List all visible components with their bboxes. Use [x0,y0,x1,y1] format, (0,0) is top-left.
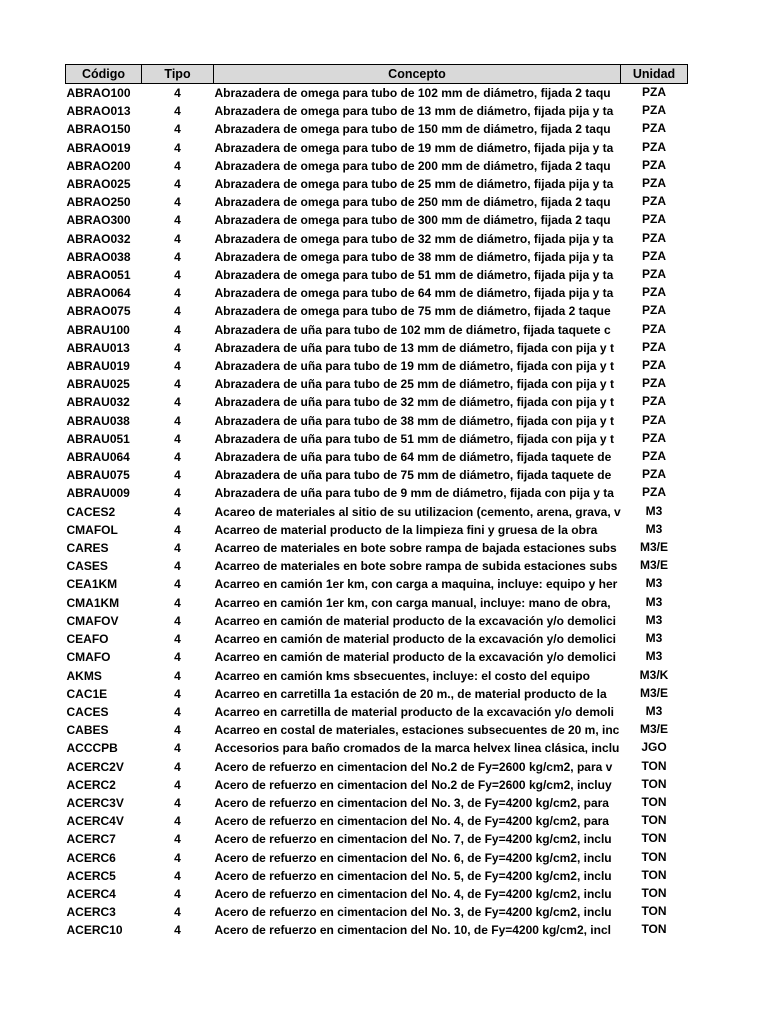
concept-cell: Acero de refuerzo en cimentacion del No. 3, de Fy=4200 kg/cm2, inclu [214,905,612,920]
type-cell: 4 [174,541,181,556]
table-row [66,157,688,175]
unit-cell: PZA [642,85,666,99]
concept-cell: Abrazadera de uña para tubo de 13 mm de diámetro, fijada con pija y t [214,340,614,355]
unit-cell: TON [641,813,667,828]
code-cell: ABRAU064 [66,450,130,465]
table-row [66,667,688,685]
unit-cell: TON [641,885,667,900]
code-cell: CMA1KM [66,595,120,610]
unit-cell: PZA [642,285,666,300]
catalog-sheet [65,64,687,940]
code-cell: ACERC7 [66,832,116,847]
table-row [66,830,688,848]
table-row [66,211,688,229]
type-cell: 4 [174,522,181,537]
concept-cell: Abrazadera de omega para tubo de 13 mm de diámetro, fijada pija y ta [214,104,614,119]
concept-cell: Acarreo en camión 1er km, con carga manual, incluye: mano de obra, [214,595,611,610]
header-concept: Concepto [214,65,621,84]
type-cell: 4 [174,814,181,829]
unit-cell: PZA [642,485,666,500]
code-cell: ABRAO075 [66,304,131,319]
concept-cell: Acero de refuerzo en cimentacion del No.2 de Fy=2600 kg/cm2, para v [214,759,613,774]
code-cell: ACERC2V [66,759,124,774]
concept-cell: Abrazadera de uña para tubo de 64 mm de diámetro, fijada taquete de [214,450,612,465]
unit-cell: PZA [642,376,666,391]
unit-cell: M3/E [639,685,668,700]
unit-cell: PZA [642,303,666,318]
table-row [66,521,688,539]
table-row [66,193,688,211]
code-cell: ABRAO300 [66,213,131,228]
concept-cell: Acero de refuerzo en cimentacion del No.2 de Fy=2600 kg/cm2, incluy [214,777,612,792]
unit-cell: TON [641,867,667,882]
type-cell: 4 [174,923,181,938]
table-row [66,739,688,757]
code-cell: ABRAU051 [66,431,130,446]
unit-cell: PZA [642,212,666,227]
type-cell: 4 [174,850,181,865]
code-cell: ABRAO100 [66,86,131,100]
concept-cell: Abrazadera de uña para tubo de 19 mm de diámetro, fijada con pija y t [214,359,614,374]
code-cell: ACERC5 [66,868,116,883]
concept-cell: Acero de refuerzo en cimentacion del No. 7, de Fy=4200 kg/cm2, inclu [214,832,612,847]
concept-cell: Acarreo en camión 1er km, con carga a maquina, incluye: equipo y her [214,577,618,592]
concept-cell: Acero de refuerzo en cimentacion del No. 3, de Fy=4200 kg/cm2, para [214,795,609,810]
table-row [66,721,688,739]
type-cell: 4 [174,322,181,337]
type-cell: 4 [174,613,181,628]
concept-cell: Acero de refuerzo en cimentacion del No. 4, de Fy=4200 kg/cm2, inclu [214,886,612,901]
table-row [66,175,688,193]
unit-cell: TON [641,904,667,919]
unit-cell: M3 [645,503,663,518]
type-cell: 4 [174,304,181,319]
concept-cell: Abrazadera de omega para tubo de 102 mm de diámetro, fijada 2 taqu [214,86,611,100]
type-cell: 4 [174,450,181,465]
type-cell: 4 [174,741,181,756]
concept-cell: Acarreo de materiales en bote sobre rampa de subida estaciones subs [214,559,618,574]
code-cell: ABRAO051 [66,268,131,283]
table-row [66,120,688,138]
code-cell: ABRAU019 [66,359,130,374]
unit-cell: M3/E [639,558,668,573]
code-cell: CMAFOL [66,522,118,537]
table-row [66,885,688,903]
table-row [66,339,688,357]
table-row [66,139,688,157]
type-cell: 4 [174,504,181,519]
code-cell: ABRAO150 [66,122,131,137]
table-row [66,230,688,248]
concept-cell: Acero de refuerzo en cimentacion del No. 5, de Fy=4200 kg/cm2, inclu [214,868,612,883]
table-row [66,539,688,557]
code-cell: ABRAO013 [66,104,131,119]
unit-cell: PZA [642,449,666,464]
table-row [66,812,688,830]
type-cell: 4 [174,832,181,847]
concept-cell: Abrazadera de omega para tubo de 51 mm de diámetro, fijada pija y ta [214,268,614,283]
table-row [66,575,688,593]
code-cell: ACERC10 [66,923,123,938]
table-row [66,266,688,284]
code-cell: CARES [66,541,109,556]
table-row [66,321,688,339]
table-row [66,357,688,375]
type-cell: 4 [174,577,181,592]
table-row [66,612,688,630]
type-cell: 4 [174,486,181,501]
type-cell: 4 [174,868,181,883]
unit-cell: M3 [645,521,663,536]
header-code: Código [66,65,142,84]
header-unit: Unidad [621,65,688,84]
concept-cell: Abrazadera de omega para tubo de 200 mm de diámetro, fijada 2 taqu [214,158,611,173]
type-cell: 4 [174,668,181,683]
concept-cell: Acarreo en camión kms sbsecuentes, incluye: el costo del equipo [214,668,590,683]
concept-cell: Acarreo en camión de material producto de la excavación y/o demolici [214,650,616,665]
unit-cell: PZA [642,267,666,282]
code-cell: CACES [66,704,109,719]
unit-cell: PZA [642,467,666,482]
code-cell: CMAFO [66,650,111,665]
code-cell: ABRAO019 [66,140,131,155]
concept-cell: Acarreo en carretilla de material producto de la excavación y/o demoli [214,704,614,719]
unit-cell: PZA [642,121,666,136]
concept-cell: Abrazadera de uña para tubo de 102 mm de diámetro, fijada taquete c [214,322,611,337]
concept-cell: Abrazadera de uña para tubo de 51 mm de diámetro, fijada con pija y t [214,431,614,446]
concept-cell: Abrazadera de omega para tubo de 32 mm de diámetro, fijada pija y ta [214,231,614,246]
type-cell: 4 [174,759,181,774]
code-cell: ABRAU100 [66,322,130,337]
table-row [66,84,688,103]
header-row [66,65,688,84]
concept-cell: Abrazadera de uña para tubo de 25 mm de diámetro, fijada con pija y t [214,377,614,392]
table-header [66,65,688,84]
header-type: Tipo [142,65,214,84]
type-cell: 4 [174,231,181,246]
concept-cell: Acero de refuerzo en cimentacion del No. 6, de Fy=4200 kg/cm2, inclu [214,850,612,865]
table-row [66,448,688,466]
code-cell: CEA1KM [66,577,118,592]
unit-cell: PZA [642,248,666,263]
type-cell: 4 [174,777,181,792]
unit-cell: PZA [642,339,666,354]
code-cell: CAC1E [66,686,108,701]
type-cell: 4 [174,122,181,137]
table-row [66,703,688,721]
table-row [66,393,688,411]
table-row [66,758,688,776]
unit-cell: M3 [645,649,663,664]
code-cell: ACERC3V [66,795,124,810]
type-cell: 4 [174,468,181,483]
type-cell: 4 [174,559,181,574]
unit-cell: PZA [642,230,666,245]
unit-cell: TON [641,758,667,773]
type-cell: 4 [174,140,181,155]
code-cell: ACCCPB [66,741,118,756]
table-body [66,84,688,940]
type-cell: 4 [174,431,181,446]
table-row [66,849,688,867]
type-cell: 4 [174,723,181,738]
unit-cell: M3 [645,612,663,627]
code-cell: ABRAO038 [66,249,131,264]
code-cell: ABRAU009 [66,486,130,501]
table-row [66,921,688,939]
unit-cell: PZA [642,321,666,336]
type-cell: 4 [174,795,181,810]
code-cell: CABES [66,723,109,738]
unit-cell: PZA [642,358,666,373]
unit-cell: PZA [642,157,666,172]
type-cell: 4 [174,359,181,374]
unit-cell: M3 [645,576,663,591]
code-cell: ABRAU038 [66,413,130,428]
unit-cell: PZA [642,103,666,118]
concept-cell: Acero de refuerzo en cimentacion del No. 10, de Fy=4200 kg/cm2, incl [214,923,611,938]
code-cell: CMAFOV [66,613,119,628]
concept-cell: Acarreo en carretilla 1a estación de 20 m., de material producto de la [214,686,607,701]
type-cell: 4 [174,158,181,173]
type-cell: 4 [174,395,181,410]
code-cell: CEAFO [66,632,109,647]
unit-cell: M3/K [639,667,669,682]
type-cell: 4 [174,249,181,264]
unit-cell: PZA [642,412,666,427]
unit-cell: TON [641,831,667,846]
concept-cell: Acarreo en costal de materiales, estaciones subsecuentes de 20 m, inc [214,723,620,738]
unit-cell: TON [641,922,667,937]
unit-cell: TON [641,849,667,864]
code-cell: ACERC6 [66,850,116,865]
code-cell: ABRAO250 [66,195,131,210]
code-cell: ABRAO032 [66,231,131,246]
type-cell: 4 [174,632,181,647]
code-cell: ABRAU032 [66,395,130,410]
type-cell: 4 [174,268,181,283]
code-cell: ABRAO025 [66,177,131,192]
code-cell: ABRAO064 [66,286,131,301]
type-cell: 4 [174,595,181,610]
table-row [66,430,688,448]
type-cell: 4 [174,86,181,100]
catalog-table [65,64,688,940]
unit-cell: PZA [642,430,666,445]
concept-cell: Abrazadera de omega para tubo de 75 mm de diámetro, fijada 2 taque [214,304,611,319]
concept-cell: Acareo de materiales al sitio de su utilizacion (cemento, arena, grava, v [214,504,621,519]
table-row [66,466,688,484]
unit-cell: M3 [645,594,663,609]
unit-cell: PZA [642,176,666,191]
unit-cell: M3 [645,703,663,718]
code-cell: ACERC4V [66,814,124,829]
code-cell: ABRAU025 [66,377,130,392]
unit-cell: PZA [642,139,666,154]
type-cell: 4 [174,213,181,228]
concept-cell: Abrazadera de uña para tubo de 32 mm de diámetro, fijada con pija y t [214,395,614,410]
type-cell: 4 [174,704,181,719]
code-cell: CASES [66,559,108,574]
type-cell: 4 [174,286,181,301]
type-cell: 4 [174,905,181,920]
concept-cell: Abrazadera de omega para tubo de 25 mm de diámetro, fijada pija y ta [214,177,614,192]
code-cell: ABRAO200 [66,158,131,173]
code-cell: CACES2 [66,504,116,519]
unit-cell: M3/E [639,540,668,555]
code-cell: ACERC2 [66,777,116,792]
table-row [66,594,688,612]
unit-cell: M3/E [639,722,668,737]
concept-cell: Acarreo en camión de material producto de la excavación y/o demolici [214,613,616,628]
unit-cell: TON [641,776,667,791]
concept-cell: Acero de refuerzo en cimentacion del No. 4, de Fy=4200 kg/cm2, para [214,814,609,829]
code-cell: ABRAU013 [66,340,130,355]
table-row [66,248,688,266]
table-row [66,685,688,703]
table-row [66,630,688,648]
unit-cell: PZA [642,394,666,409]
concept-cell: Abrazadera de omega para tubo de 300 mm de diámetro, fijada 2 taqu [214,213,611,228]
table-row [66,903,688,921]
concept-cell: Abrazadera de omega para tubo de 250 mm de diámetro, fijada 2 taqu [214,195,611,210]
table-row [66,557,688,575]
unit-cell: JGO [641,740,667,755]
unit-cell: PZA [642,194,666,209]
code-cell: ACERC3 [66,905,116,920]
code-cell: ACERC4 [66,886,116,901]
table-row [66,867,688,885]
concept-cell: Acarreo de material producto de la limpieza fini y gruesa de la obra [214,522,598,537]
table-row [66,375,688,393]
type-cell: 4 [174,177,181,192]
unit-cell: M3 [645,631,663,646]
type-cell: 4 [174,195,181,210]
concept-cell: Accesorios para baño cromados de la marca helvex linea clásica, inclu [214,741,620,756]
table-row [66,412,688,430]
type-cell: 4 [174,686,181,701]
concept-cell: Acarreo en camión de material producto de la excavación y/o demolici [214,632,616,647]
concept-cell: Abrazadera de omega para tubo de 150 mm de diámetro, fijada 2 taqu [214,122,611,137]
table-row [66,302,688,320]
table-row [66,503,688,521]
type-cell: 4 [174,104,181,119]
concept-cell: Abrazadera de omega para tubo de 38 mm de diámetro, fijada pija y ta [214,249,614,264]
concept-cell: Abrazadera de uña para tubo de 75 mm de diámetro, fijada taquete de [214,468,612,483]
table-row [66,794,688,812]
table-row [66,102,688,120]
type-cell: 4 [174,340,181,355]
concept-cell: Abrazadera de omega para tubo de 19 mm de diámetro, fijada pija y ta [214,140,614,155]
type-cell: 4 [174,413,181,428]
table-row [66,648,688,666]
concept-cell: Abrazadera de omega para tubo de 64 mm de diámetro, fijada pija y ta [214,286,614,301]
unit-cell: TON [641,794,667,809]
table-row [66,776,688,794]
concept-cell: Acarreo de materiales en bote sobre rampa de bajada estaciones subs [214,541,617,556]
table-row [66,284,688,302]
type-cell: 4 [174,886,181,901]
table-row [66,484,688,502]
code-cell: AKMS [66,668,102,683]
code-cell: ABRAU075 [66,468,130,483]
concept-cell: Abrazadera de uña para tubo de 9 mm de diámetro, fijada con pija y ta [214,486,614,501]
concept-cell: Abrazadera de uña para tubo de 38 mm de diámetro, fijada con pija y t [214,413,614,428]
type-cell: 4 [174,377,181,392]
type-cell: 4 [174,650,181,665]
